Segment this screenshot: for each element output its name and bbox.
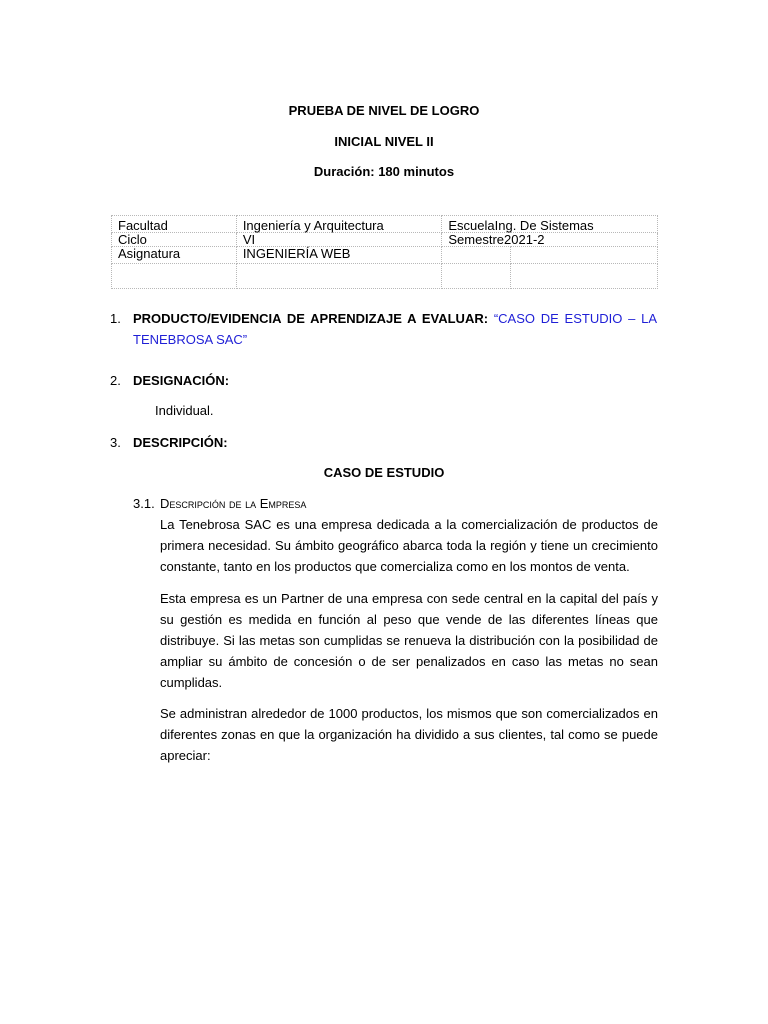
subsection-title: Descripción de la Empresa [160,496,307,511]
section-1-number: 1. [110,311,121,326]
exam-level: INICIAL NIVEL II [334,134,434,149]
section-2-text: Individual. [155,403,214,418]
empty-cell [236,264,442,289]
paragraph-3: Se administran alrededor de 1000 productos, los mismos que son comercializados en diferentes zonas en que la organización ha dividido a sus clientes, tal como se puede apreciar: [160,706,658,763]
asignatura-label: Asignatura [112,247,237,264]
empty-cell [511,264,658,289]
section-2-number: 2. [110,373,121,388]
paragraph-2: Esta empresa es un Partner de una empresa con sede central en la capital del país y su gestión es medida en función al peso que vende de las diferentes líneas que distribuye. Si las metas son cumplidas se renueva la distribución con la posibilidad de ampliar su ámbito de concesión o de ser penalizados en caso las metas no sean cumplidas. [160,591,658,690]
empty-cell [511,247,658,264]
section-3-number: 3. [110,435,121,450]
info-table [111,215,658,289]
section-1-quote-part-2: TENEBROSA SAC” [133,332,248,347]
section-1-title: PRODUCTO/EVIDENCIA DE APRENDIZAJE A EVALUAR: [133,311,494,326]
ciclo-value: VI [236,233,442,247]
asignatura-value: INGENIERÍA WEB [236,247,442,264]
case-study-title: CASO DE ESTUDIO [323,465,445,480]
facultad-value: Ingeniería y Arquitectura [236,216,442,233]
facultad-label: Facultad [112,216,237,233]
exam-title: PRUEBA DE NIVEL DE LOGRO [288,103,480,118]
semestre-value: Semestre2021-2 [442,233,658,247]
section-2-title: DESIGNACIÓN: [133,373,230,388]
section-1-line-1 [133,308,657,329]
subsection-number: 3.1. [133,496,155,511]
paragraph-1: La Tenebrosa SAC es una empresa dedicada a la comercialización de productos de primera necesidad. Su ámbito geográfico abarca toda la región y tiene un crecimiento constante, tanto en los productos que comercializa como en los montos de venta. [160,517,658,574]
section-3-title: DESCRIPCIÓN: [133,435,228,450]
ciclo-label: Ciclo [112,233,237,247]
info-row [112,264,658,289]
exam-duration: Duración: 180 minutos [313,164,455,179]
section-1-quote-part-1: “CASO DE ESTUDIO – LA [493,311,657,326]
empty-cell [442,264,511,289]
info-row [112,247,658,264]
empty-cell [442,247,511,264]
escuela-value: EscuelaIng. De Sistemas [442,216,658,233]
empty-cell [112,264,237,289]
info-row [112,216,658,233]
info-row [112,233,658,247]
